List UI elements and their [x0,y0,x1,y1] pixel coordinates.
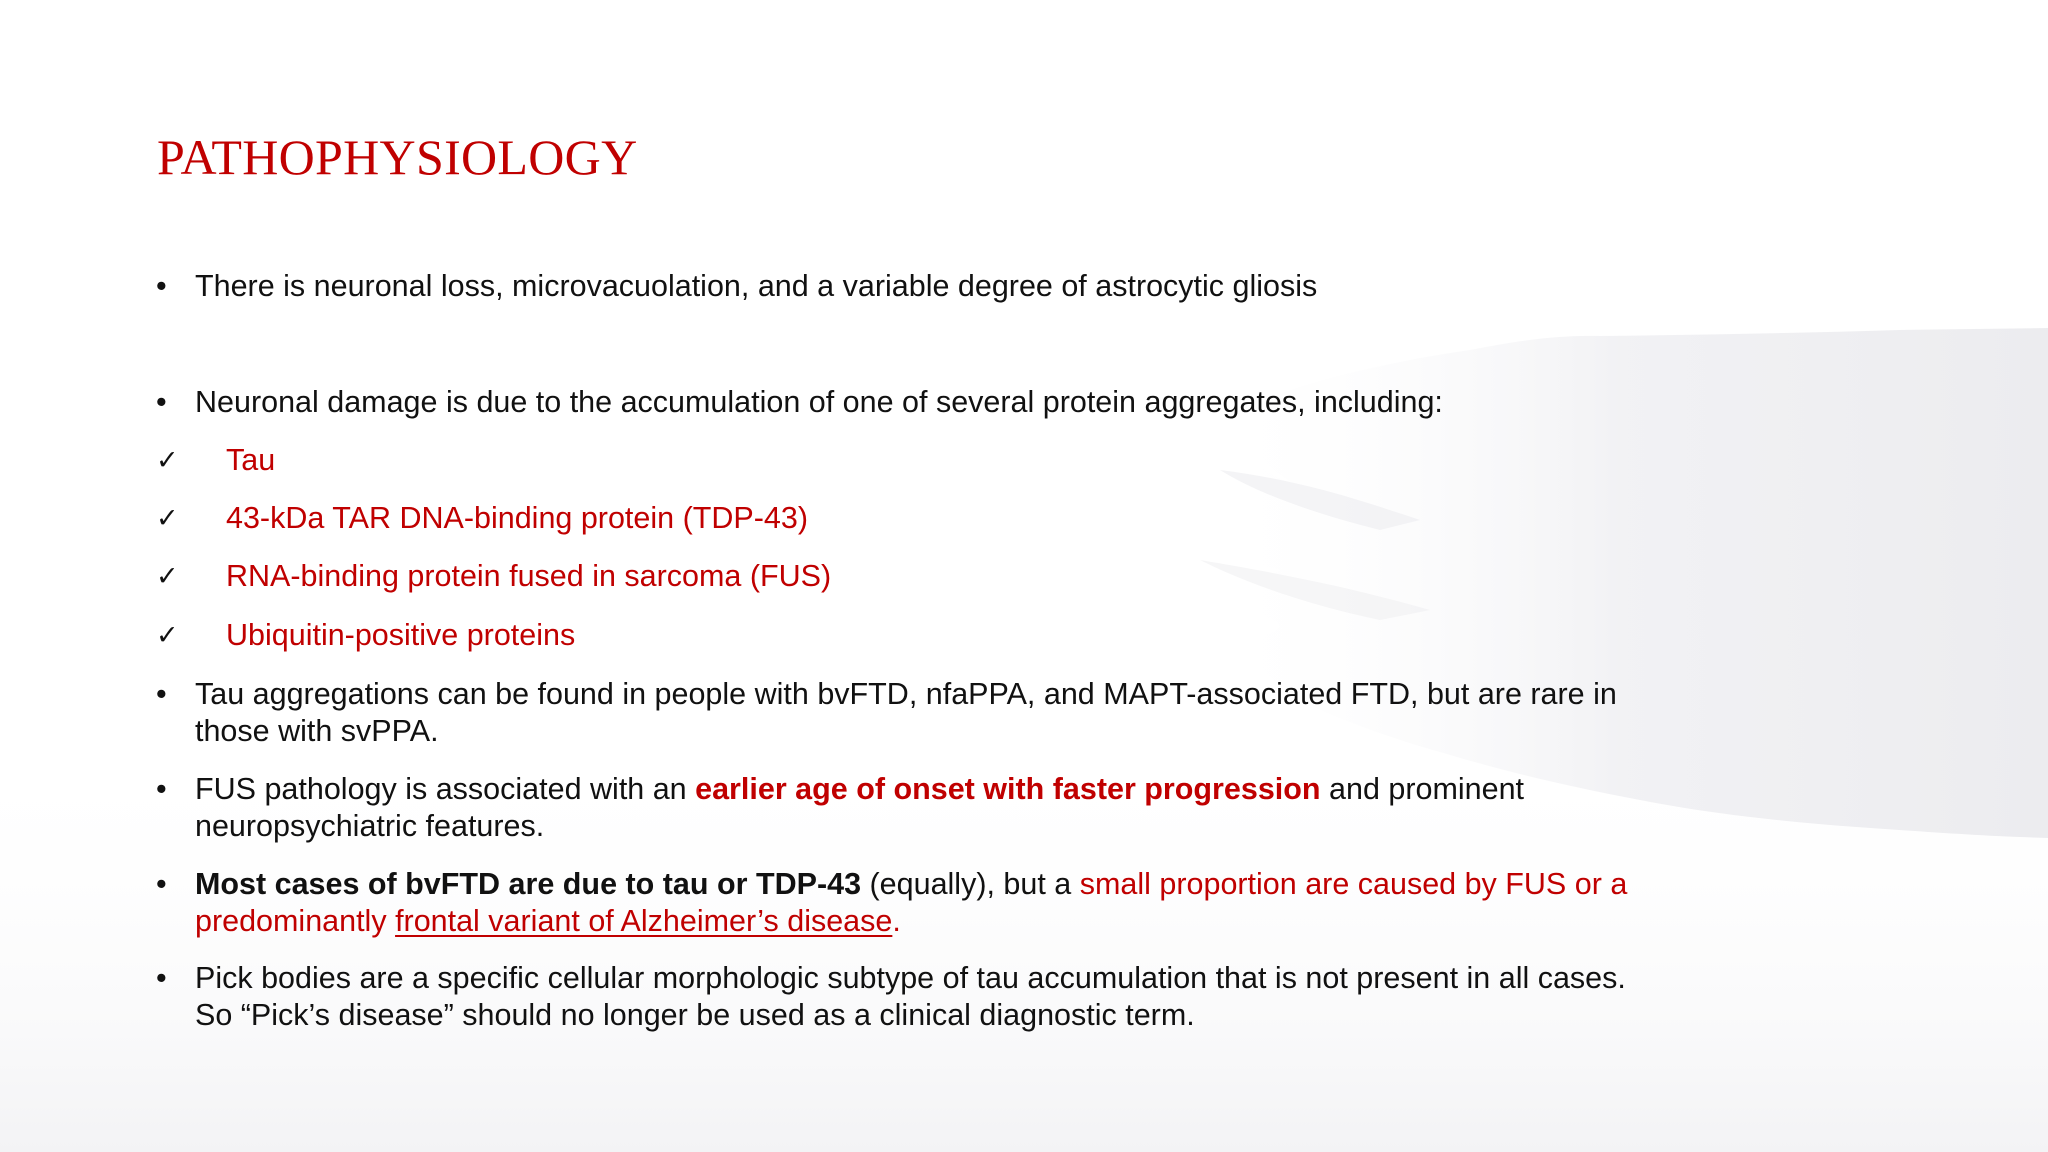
checklist-text: Ubiquitin-positive proteins [226,618,576,652]
bullet-text [195,866,1695,940]
bullet-text [195,771,1695,845]
bullet-text: Neuronal damage is due to the accumulation of one of several protein aggregates, including: [195,385,1443,419]
highlighted-phrase: predominantly [195,904,396,938]
bullet-dot-icon: • [156,772,167,806]
bullet-line: neuropsychiatric features. [195,809,545,843]
bullet-text [195,676,1695,750]
bullet-text-tail: and prominent [1320,772,1525,806]
bullet-text [195,960,1695,1034]
bullet-text: There is neuronal loss, microvacuolation, and a variable degree of astrocytic gliosis [195,269,1318,303]
bullet-dot-icon: • [156,677,167,711]
bullet-text-lead: FUS pathology is associated with an [195,772,696,806]
checkmark-icon: ✓ [156,503,179,534]
checkmark-icon: ✓ [156,561,179,592]
checklist-text: RNA-binding protein fused in sarcoma (FUS) [226,559,832,593]
bullet-dot-icon: • [156,385,167,419]
bold-phrase: Most cases of bvFTD are due to tau or TDP-43 [195,867,862,901]
checkmark-icon: ✓ [156,620,179,651]
highlighted-phrase: small proportion are caused by FUS or a [1079,867,1628,901]
period: . [892,904,901,938]
checklist-text: 43-kDa TAR DNA-binding protein (TDP-43) [226,501,808,535]
bullet-line: those with svPPA. [195,714,439,748]
alzheimers-link[interactable]: frontal variant of Alzheimer’s disease [395,904,893,938]
bullet-dot-icon: • [156,867,167,901]
bullet-dot-icon: • [156,961,167,995]
bullet-line: Tau aggregations can be found in people with bvFTD, nfaPPA, and MAPT-associated FTD, but are rare in [195,677,1617,711]
highlighted-phrase: earlier age of onset with faster progression [695,772,1321,806]
bullet-dot-icon: • [156,269,167,303]
bullet-line: So “Pick’s disease” should no longer be used as a clinical diagnostic term. [195,998,1195,1032]
bullet-line: Pick bodies are a specific cellular morphologic subtype of tau accumulation that is not present in all cases. [195,961,1626,995]
bullet-text-plain: (equally), but a [861,867,1080,901]
slide-title: PATHOPHYSIOLOGY [157,129,638,185]
checkmark-icon: ✓ [156,445,179,476]
checklist-text: Tau [226,443,276,477]
